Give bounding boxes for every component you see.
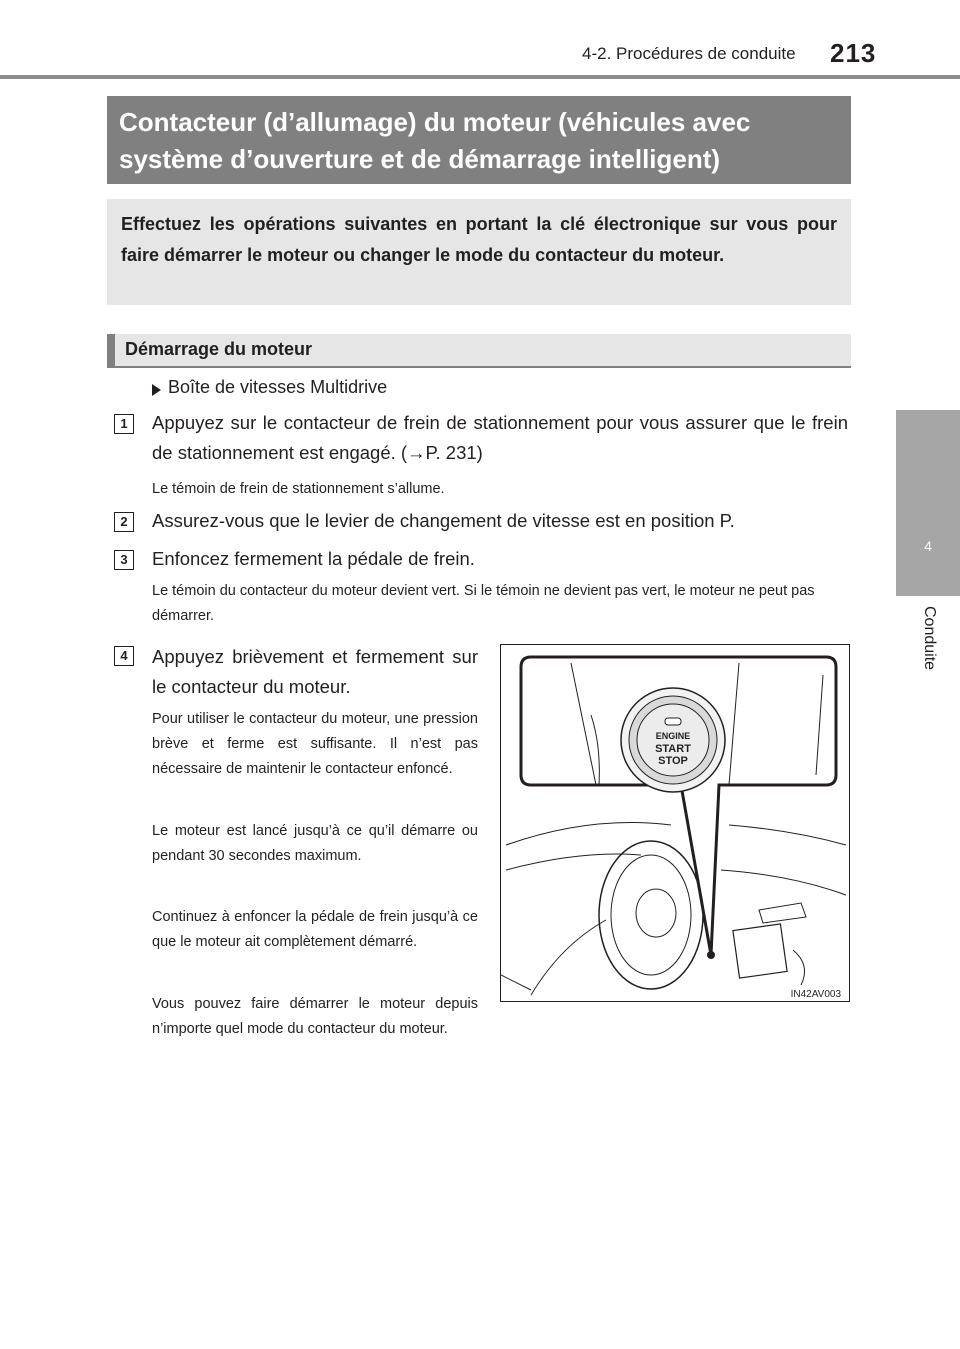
step-4-note-1: Pour utiliser le contacteur du moteur, une pression brève et ferme est suffisante. Il n’est pas nécessaire de maintenir le contacteur enfoncé. xyxy=(152,711,478,777)
chapter-label xyxy=(896,600,960,690)
page-title: Contacteur (d’allumage) du moteur (véhicules avec système d’ouverture et de démarrage intelligent) xyxy=(119,107,751,174)
title-banner xyxy=(107,96,851,184)
page-number: 213 xyxy=(830,38,877,68)
dashboard-drawing xyxy=(501,645,849,1001)
button-line-1: ENGINE xyxy=(655,731,691,741)
chapter-number: 4 xyxy=(924,538,932,554)
subheading-bar xyxy=(107,334,851,368)
step-number-3: 3 xyxy=(114,550,134,570)
step-number-4: 4 xyxy=(114,646,134,666)
section-title: 4-2. Procédures de conduite xyxy=(582,44,796,63)
header-rule xyxy=(0,75,960,79)
transmission-label: Boîte de vitesses Multidrive xyxy=(168,377,388,397)
subheading: Démarrage du moteur xyxy=(125,339,313,359)
bullet-arrow-icon xyxy=(152,384,161,396)
step-4-note-2: Le moteur est lancé jusqu’à ce qu’il démarre ou pendant 30 secondes maximum. xyxy=(152,823,478,864)
button-line-2: START xyxy=(655,743,691,755)
intro-text: Effectuez les opérations suivantes en portant la clé électronique sur vous pour faire démarrer le moteur ou changer le mode du contacteur du moteur. xyxy=(121,214,837,265)
step-4-note-3: Continuez à enfoncer la pédale de frein jusqu’à ce que le moteur ait complètement démarré. xyxy=(152,909,478,950)
step-4-note-4: Vous pouvez faire démarrer le moteur depuis n’importe quel mode du contacteur du moteur. xyxy=(152,996,478,1037)
engine-switch-illustration xyxy=(500,644,850,1002)
step-number-2: 2 xyxy=(114,512,134,532)
chapter-label-text: Conduite xyxy=(921,606,938,671)
step-3-text: Enfoncez fermement la pédale de frein. xyxy=(152,548,475,569)
step-3-note: Le témoin du contacteur du moteur devient vert. Si le témoin ne devient pas vert, le moteur ne peut pas démarrer. xyxy=(152,583,815,624)
step-number-1: 1 xyxy=(114,414,134,434)
step-1-text: Appuyez sur le contacteur de frein de stationnement pour vous assurer que le frein de stationnement est engagé. (→P. 231) xyxy=(152,412,848,463)
chapter-tab xyxy=(896,410,960,596)
illustration-code: IN42AV003 xyxy=(790,989,841,1000)
step-1-note: Le témoin de frein de stationnement s’allume. xyxy=(152,481,445,497)
button-line-3: STOP xyxy=(658,755,688,767)
intro-box xyxy=(107,199,851,305)
step-4-text: Appuyez brièvement et fermement sur le contacteur du moteur. xyxy=(152,646,478,697)
step-2-text: Assurez-vous que le levier de changement de vitesse est en position P. xyxy=(152,510,735,531)
